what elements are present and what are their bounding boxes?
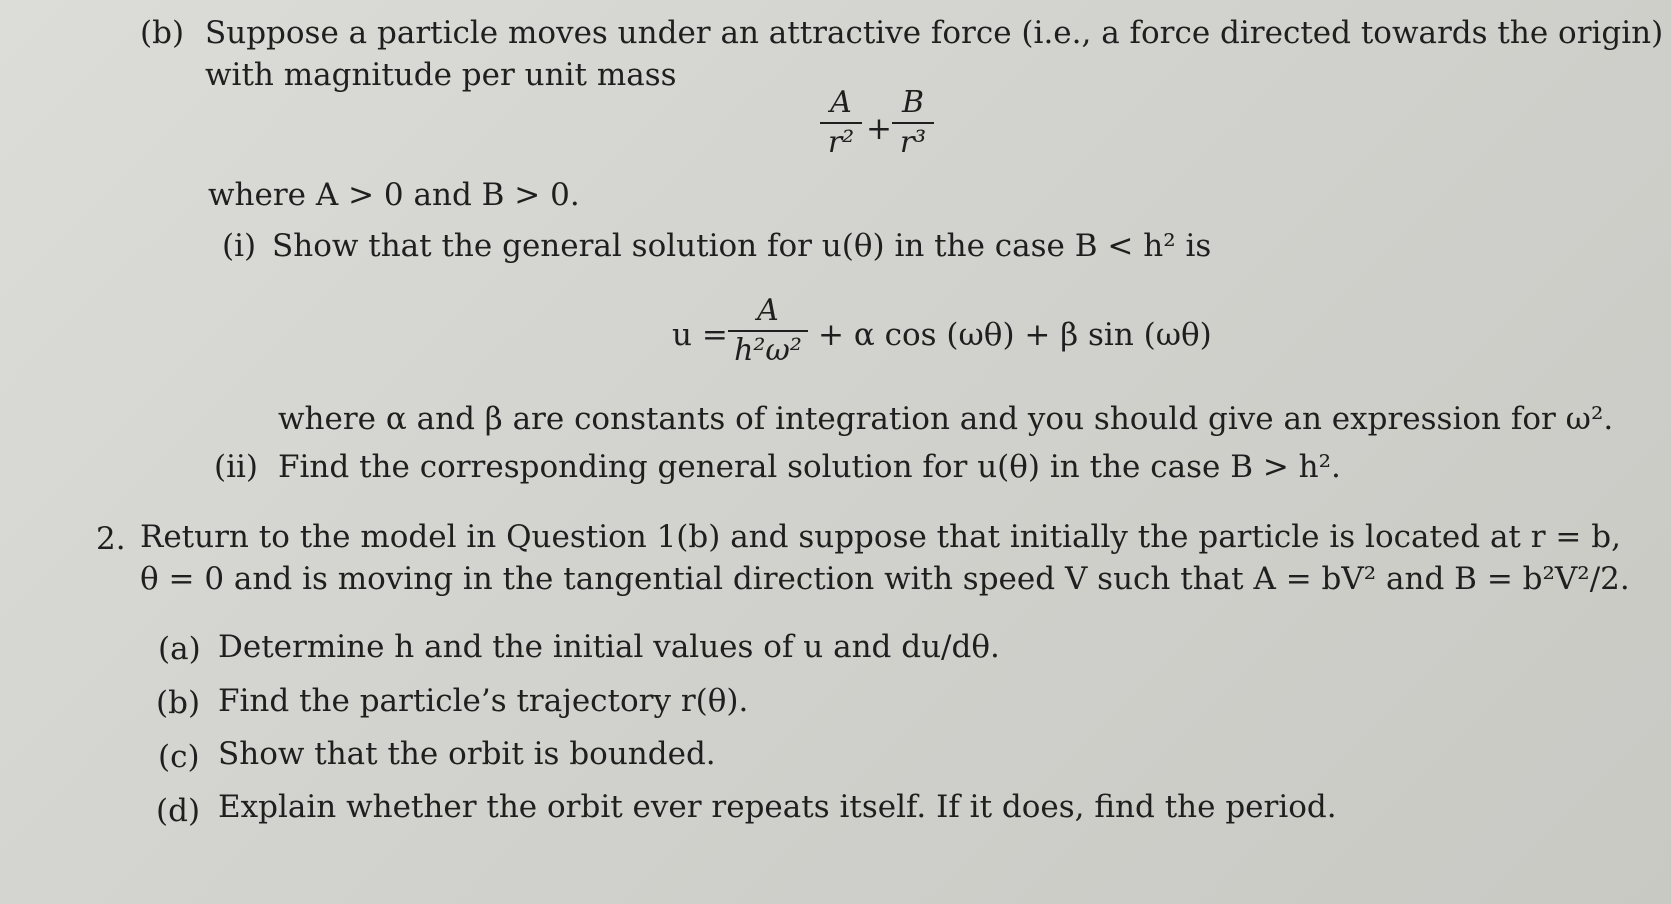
force-plus: +	[866, 111, 892, 147]
q2-part-d-text: Explain whether the orbit ever repeats itself. If it does, find the period.	[218, 789, 1337, 825]
q1b-label: (b)	[140, 15, 185, 51]
force-den-1: r²	[827, 125, 855, 160]
q2-part-b-label: (b)	[156, 685, 201, 721]
q1b-text-line2: with magnitude per unit mass	[205, 57, 677, 93]
q2-part-a-label: (a)	[158, 631, 201, 667]
eq-frac	[728, 294, 808, 368]
q1b-text-line1: Suppose a particle moves under an attractive force (i.e., a force directed towards the origin)	[205, 15, 1664, 51]
q1b-i-note: where α and β are constants of integration and you should give an expression for ω².	[278, 401, 1614, 437]
force-num-1: A	[830, 85, 852, 120]
force-frac-1	[820, 86, 862, 160]
q2-text-line2: θ = 0 and is moving in the tangential direction with speed V such that A = bV² and B = b²V²/2.	[140, 561, 1630, 597]
q1b-ii-text: Find the corresponding general solution for u(θ) in the case B > h².	[278, 449, 1341, 485]
q1b-i-text: Show that the general solution for u(θ) in the case B < h² is	[272, 228, 1212, 264]
q1b-ii-label: (ii)	[214, 449, 259, 485]
q2-text-line1: Return to the model in Question 1(b) and suppose that initially the particle is located at r = b,	[140, 519, 1621, 555]
q1b-i-label: (i)	[222, 228, 257, 264]
q2-part-c-text: Show that the orbit is bounded.	[218, 736, 716, 772]
force-bar-2	[892, 122, 934, 124]
force-bar-1	[820, 122, 862, 124]
eq-lhs: u =	[672, 317, 728, 353]
force-num-2: B	[901, 85, 925, 120]
q2-part-c-label: (c)	[158, 739, 200, 775]
q2-label: 2.	[96, 521, 126, 557]
eq-rhs: + α cos (ωθ) + β sin (ωθ)	[818, 317, 1212, 353]
eq-bar	[728, 330, 808, 332]
q1b-where: where A > 0 and B > 0.	[208, 177, 580, 213]
force-frac-2	[892, 86, 934, 160]
eq-num: A	[757, 293, 779, 328]
q2-part-b-text: Find the particle’s trajectory r(θ).	[218, 683, 749, 719]
eq-den: h²ω²	[734, 333, 802, 368]
force-den-2: r³	[899, 125, 927, 160]
q2-part-a-text: Determine h and the initial values of u and du/dθ.	[218, 629, 1000, 665]
q2-part-d-label: (d)	[156, 793, 201, 829]
